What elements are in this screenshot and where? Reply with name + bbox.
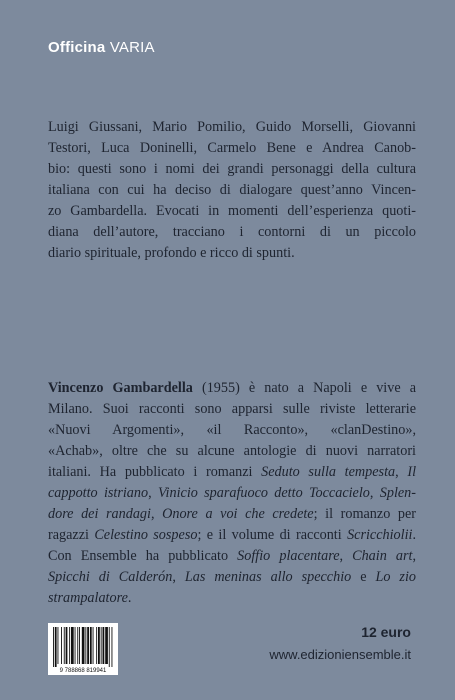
bio-line: «Achab», oltre che su alcune antologie di nuovi narratori: [48, 443, 416, 459]
barcode-bars: [48, 623, 118, 675]
bio-line: Milano. Suoi racconti sono apparsi sulle riviste letterarie: [48, 401, 416, 417]
bio-text: ,: [150, 506, 163, 522]
barcode-bar: [71, 627, 74, 664]
bio-line: [48, 378, 416, 399]
bio-line: [48, 546, 416, 567]
bio-text: e: [351, 569, 376, 585]
bio-text: ,: [369, 485, 380, 501]
bio-line: [48, 483, 416, 504]
series-brand: Officina: [48, 39, 106, 56]
barcode-bar: [77, 627, 78, 664]
barcode-bar: [69, 627, 70, 664]
price-label: 12 euro: [361, 624, 411, 640]
barcode-bar: [98, 627, 100, 664]
barcode-bar: [112, 627, 113, 667]
bio-line: [48, 588, 416, 609]
bio-text: ragazzi: [48, 527, 95, 543]
website-url: www.edizioniensemble.it: [269, 647, 411, 662]
bio-text: ,: [339, 548, 353, 564]
barcode-bar: [96, 627, 97, 664]
book-title: Soffio placentare: [237, 548, 340, 564]
bio-line: [48, 462, 416, 483]
book-title: Spicchi di Calderón: [48, 569, 173, 585]
barcode-bar: [64, 627, 65, 664]
series-line: VARIA: [109, 39, 155, 56]
book-title: cappotto istriano: [48, 485, 149, 501]
barcode-bar: [82, 627, 85, 664]
bio-line: [48, 504, 416, 525]
barcode-bar: [105, 627, 108, 664]
barcode-bar: [101, 627, 102, 664]
blurb-line: diana dell’autore, tracciano i contorni di un piccolo: [48, 224, 416, 240]
barcode-bar: [109, 627, 110, 667]
bio-text: ; e il volume di racconti: [197, 527, 348, 543]
author-name: Vincenzo Gambardella: [48, 380, 193, 396]
book-title: dore dei randagi: [48, 506, 151, 522]
blurb-line: Testori, Luca Doninelli, Carmelo Bene e Andrea Canob-: [48, 140, 416, 156]
book-title: Il: [407, 464, 417, 480]
book-title: strampalatore: [48, 590, 128, 606]
isbn-barcode: [48, 623, 118, 675]
bio-text: ; il romanzo per: [313, 506, 417, 522]
bio-text: Con Ensemble ha pubblicato: [48, 548, 238, 564]
bio-text: .: [412, 527, 417, 543]
book-title: Chain art: [352, 548, 413, 564]
bio-text: ,: [395, 464, 408, 480]
blurb-paragraph: [48, 117, 416, 264]
blurb-line: diario spirituale, profondo e ricco di spunti.: [48, 245, 295, 261]
barcode-bar: [53, 627, 54, 667]
barcode-bar: [79, 627, 80, 664]
blurb-line: zo Gambardella. Evocati in momenti dell’esperienza quoti-: [48, 203, 416, 219]
author-bio: [48, 378, 416, 609]
bio-text: (1955) è nato a Napoli e vive a: [192, 380, 416, 396]
bio-text: .: [127, 590, 132, 606]
bio-line: «Nuovi Argomenti», «il Racconto», «clanDestino»,: [48, 422, 416, 438]
blurb-line: Luigi Giussani, Mario Pomilio, Guido Morselli, Giovanni: [48, 119, 416, 135]
book-title: Vinicio sparafuoco detto Toccacielo: [157, 485, 370, 501]
barcode-bar: [58, 627, 59, 664]
barcode-bar: [75, 627, 76, 664]
barcode-bar: [61, 627, 62, 664]
bio-line: [48, 525, 416, 546]
bio-text: ,: [172, 569, 185, 585]
barcode-bar: [85, 627, 86, 664]
barcode-bar: [87, 627, 89, 664]
barcode-bar: [93, 627, 94, 664]
barcode-bar: [90, 627, 92, 664]
bio-text: italiani. Ha pubblicato i romanzi: [48, 464, 262, 480]
barcode-bar: [66, 627, 68, 664]
blurb-line: italiana con cui ha deciso di dialogare quest’anno Vincen-: [48, 182, 416, 198]
book-title: Scricchiolii: [347, 527, 413, 543]
barcode-bar: [103, 627, 105, 664]
bio-line: [48, 567, 416, 588]
bio-text: ,: [412, 548, 416, 564]
series-label: [48, 39, 155, 56]
book-title: Onore a voi che credete: [162, 506, 314, 522]
barcode-digits: 9 788868 819941: [59, 668, 107, 674]
book-title: Celestino sospeso: [94, 527, 198, 543]
book-title: Las meninas allo specchio: [184, 569, 352, 585]
barcode-bar: [55, 627, 57, 667]
blurb-line: bio: questi sono i nomi dei grandi personaggi della cultura: [48, 161, 416, 177]
bio-text: ,: [148, 485, 158, 501]
book-title: Lo zio: [375, 569, 416, 585]
book-title: Seduto sulla tempesta: [261, 464, 396, 480]
book-title: Splen-: [379, 485, 416, 501]
